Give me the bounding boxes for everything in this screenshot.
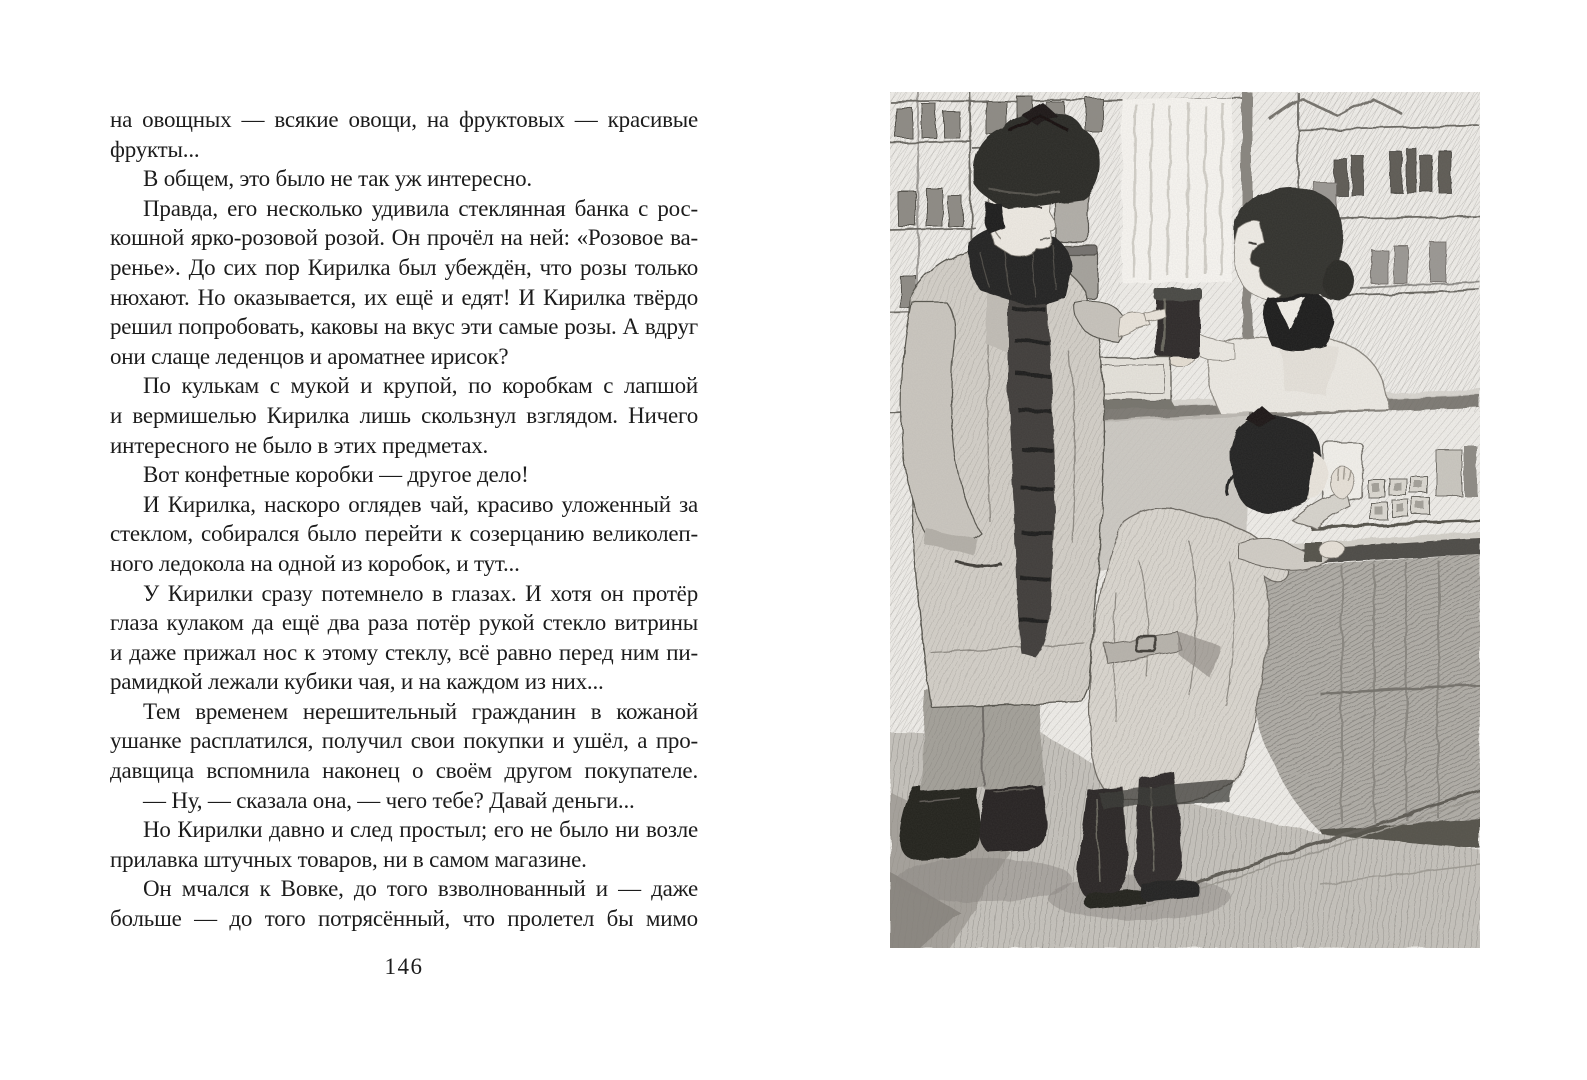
text-line: фрукты... (110, 136, 200, 162)
text-line: Он мчался к Вовке, до того взволнованный и — даже (143, 876, 698, 902)
text-line: на овощных — всякие овощи, на фруктовых — красивые (110, 107, 698, 132)
text-line: — Ну, — сказала она, — чего тебе? Давай деньги... (143, 787, 635, 813)
text-line: рамидкой лежали кубики чая, и на каждом из них... (110, 669, 604, 695)
page-number: 146 (384, 954, 424, 979)
text-line: Вот конфетные коробки — другое дело! (143, 462, 529, 488)
text-line: И Кирилка, наскоро оглядев чай, красиво уложенный за (143, 491, 698, 517)
text-line: стеклом, собирался было перейти к созерцанию великолеп- (110, 521, 698, 547)
text-line: В общем, это было не так уж интересно. (143, 166, 532, 192)
text-line: прилавка штучных товаров, ни в самом магазине. (110, 846, 587, 872)
text-line: кошной ярко-розовой розой. Он прочёл на ней: «Розовое ва- (110, 225, 698, 251)
text-line: ного ледокола на одной из коробок, и тут... (110, 550, 520, 576)
text-line: Правда, его несколько удивила стеклянная банка с рос- (143, 195, 698, 221)
store-illustration (890, 92, 1480, 948)
text-line: У Кирилки сразу потемнело в глазах. И хотя он протёр (143, 580, 698, 606)
text-line: решил попробовать, каковы на вкус эти самые розы. А вдруг (110, 314, 698, 340)
text-line: и вермишелью Кирилка лишь скользнул взглядом. Ничего (110, 402, 698, 428)
text-line: больше — до того потрясённый, что пролетел бы мимо (110, 906, 698, 932)
text-line: нюхают. Но оказывается, их ещё и едят! И Кирилка твёрдо (110, 284, 698, 310)
text-line: они слаще леденцов и ароматнее ирисок? (110, 343, 509, 369)
text-line: Тем временем нерешительный гражданин в кожаной (143, 698, 698, 724)
text-line: и даже прижал нос к этому стеклу, всё равно перед ним пи- (110, 639, 698, 665)
text-line: По кулькам с мукой и крупой, по коробкам с лапшой (143, 373, 698, 399)
text-line: ушанке расплатился, получил свои покупки и ушёл, а про- (110, 728, 698, 754)
text-line: интересного не было в этих предметах. (110, 432, 489, 458)
text-line: глаза кулаком да ещё два раза потёр рукой стекло витрины (110, 610, 698, 636)
text-line: давщица вспомнила наконец о своём другом покупателе. (110, 758, 698, 784)
text-line: Но Кирилки давно и след простыл; его не было ни возле (143, 817, 698, 843)
text-line: ренье». До сих пор Кирилка был убеждён, что розы только (110, 254, 698, 280)
